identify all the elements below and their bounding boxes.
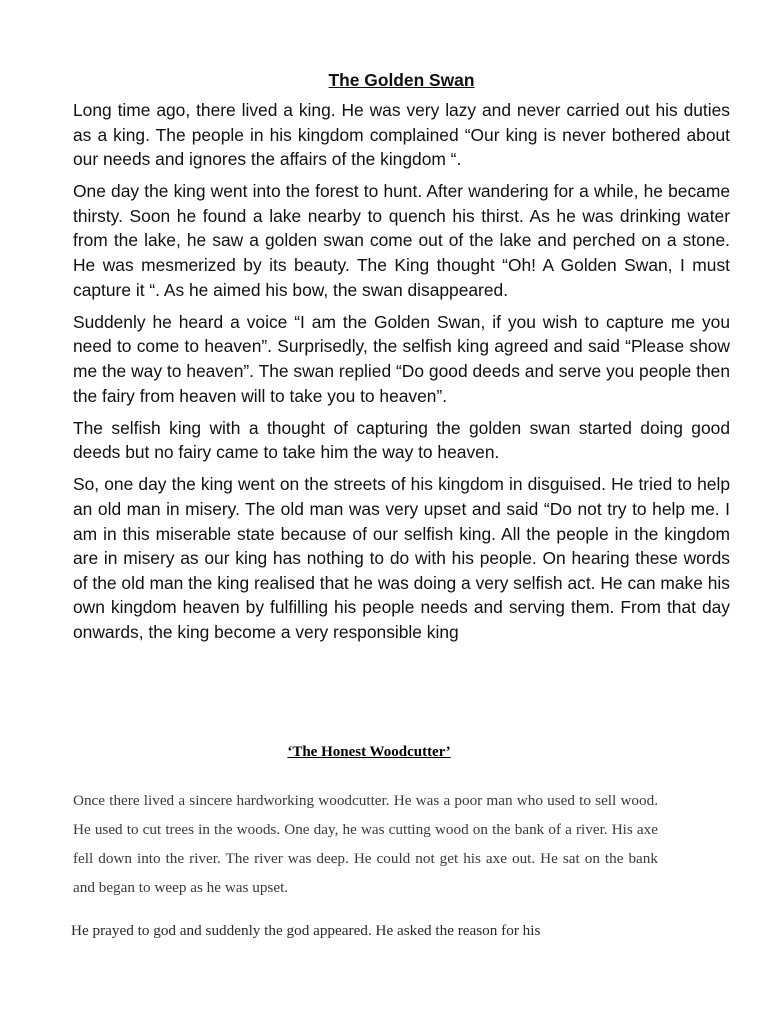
story-paragraph: One day the king went into the forest to hunt. After wandering for a while, he became thirsty. Soon he found a lake nearby to quench his thirst. As he was drinking water from the lake, he saw a golden swan come out of the lake and perched on a stone. He was mesmerized by its beauty. The King thought “Oh! A Golden Swan, I must capture it “. As he aimed his bow, the swan disappeared.: [73, 181, 730, 300]
story-paragraph: So, one day the king went on the streets of his kingdom in disguised. He tried to help an old man in misery. The old man was very upset and said “Do not try to help me. I am in this miserable state because of our selfish king. All the people in the kingdom are in misery as our king has nothing to do with his people. On hearing these words of the old man the king realised that he was doing a very selfish act. He can make his own kingdom heaven by fulfilling his people needs and serving them. From that day onwards, the king become a very responsible king: [73, 474, 730, 642]
story-paragraph: Once there lived a sincere hardworking woodcutter. He was a poor man who used to sell wood. He used to cut trees in the woods. One day, he was cutting wood on the bank of a river. His axe fell down into the river. The river was deep. He could not get his axe out. He sat on the bank and began to weep as he was upset.: [73, 792, 658, 896]
story-golden-swan: [73, 68, 730, 652]
story-paragraph: The selfish king with a thought of capturing the golden swan started doing good deeds but no fairy came to take him the way to heaven.: [73, 417, 730, 463]
story-paragraph: Long time ago, there lived a king. He was very lazy and never carried out his duties as a king. The people in his kingdom complained “Our king is never bothered about our needs and ignores the affairs of the kingdom “.: [73, 100, 730, 170]
story-paragraph: Suddenly he heard a voice “I am the Golden Swan, if you wish to capture me you need to come to heaven”. Surprisedly, the selfish king agreed and said “Please show me the way to heaven”. The swan replied “Do good deeds and serve you people then the fairy from heaven will to take you to heaven”.: [73, 311, 730, 406]
story-paragraph: He prayed to god and suddenly the god appeared. He asked the reason for his: [71, 922, 541, 939]
story-honest-woodcutter: [73, 786, 658, 959]
story-title-woodcutter: ‘The Honest Woodcutter’: [287, 744, 451, 760]
story-title: The Golden Swan: [328, 70, 475, 90]
